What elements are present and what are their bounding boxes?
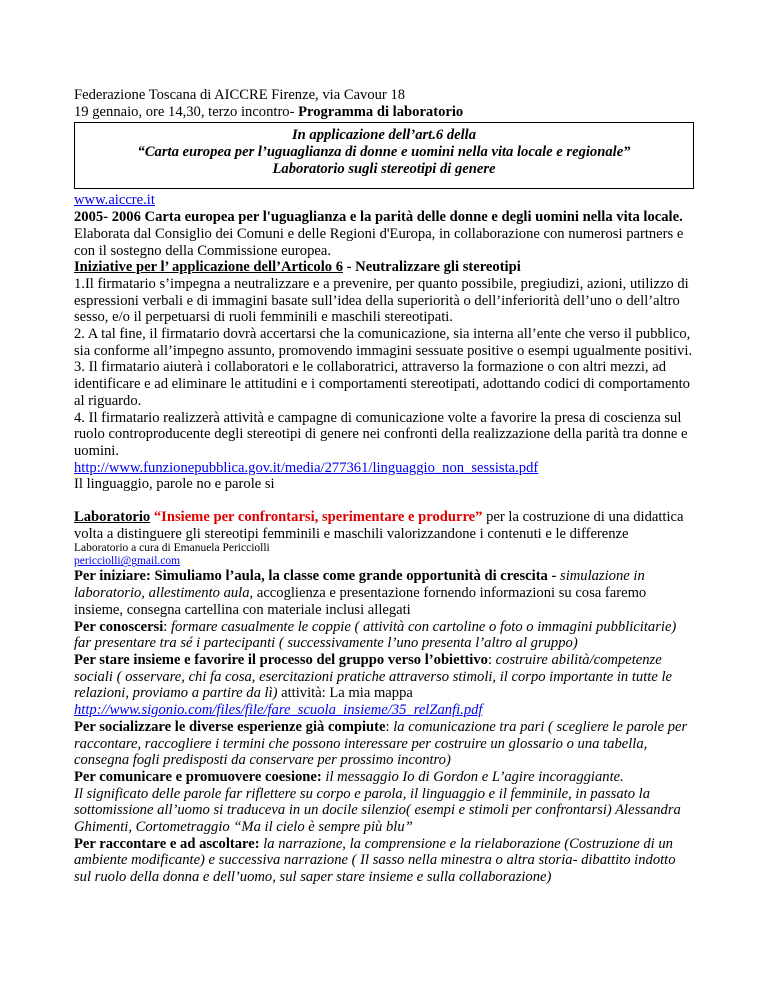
section-stare-insieme-activity: attività: La mia mappa xyxy=(277,685,413,702)
title-box-line-1: In applicazione dell’art.6 della xyxy=(291,127,477,144)
curator-email-link[interactable]: pericciolli@gmail.com xyxy=(74,555,181,568)
lab-title: “Insieme per confrontarsi, sperimentare e produrre” xyxy=(150,509,483,526)
article-6-heading xyxy=(74,259,694,276)
lab-title-paragraph xyxy=(74,509,694,542)
section-socializzare-text: la comunicazione tra pari ( scegliere le parole per raccontare, raccogliere i termini che possono interessare per costruire un glossario o una tabella, consegna fogli predisposti da conservare per prossimo incontro) xyxy=(74,718,688,769)
section-iniziare xyxy=(74,568,694,618)
title-box-line-3: Laboratorio sugli stereotipi di genere xyxy=(272,161,496,178)
section-conoscersi-heading: Per conoscersi xyxy=(74,618,164,635)
section-raccontare xyxy=(74,836,694,886)
title-box xyxy=(74,122,694,189)
linguaggio-pdf-link[interactable]: http://www.funzionepubblica.gov.it/media/277361/linguaggio_non_sessista.pdf xyxy=(74,459,539,476)
aiccre-link[interactable]: www.aiccre.it xyxy=(74,192,155,209)
article-point-3: 3. Il firmatario aiuterà i collaboratori e le collaboratrici, attraverso la formazione o con altri mezzi, ad identificare e ad eliminare le attitudini e i comportamenti stereotipati, adottando codici di comportamento al riguardo. xyxy=(74,359,690,409)
section-conoscersi xyxy=(74,619,694,652)
section-iniziare-heading: Per iniziare: Simuliamo l’aula, la classe come grande opportunità di crescita - xyxy=(74,568,561,585)
section-iniziare-text: accoglienza e presentazione fornendo informazioni su cosa faremo insieme, consegna cartellina con materiale inclusi allegati xyxy=(74,585,647,618)
article-6-underlined: Iniziative per l’ applicazione dell’Articolo 6 xyxy=(74,259,344,276)
lab-curator: Laboratorio a cura di Emanuela Pericciolli xyxy=(74,542,270,555)
article-point-4: 4. Il firmatario realizzerà attività e campagne di comunicazione volte a favorire la presa di coscienza sul ruolo controproducente degli stereotipi di genere nei confronti della realizzazione della parità tra donne e uomini. xyxy=(74,409,688,459)
section-iniziare-italic: simulazione in laboratorio, allestimento aula, xyxy=(74,568,645,602)
article-6-rest: - Neutralizzare gli stereotipi xyxy=(343,259,521,276)
linguaggio-caption: Il linguaggio, parole no e parole si xyxy=(74,476,275,493)
section-comunicare xyxy=(74,769,694,786)
section-conoscersi-colon: : xyxy=(163,618,171,635)
section-stare-insieme-heading: Per stare insieme e favorire il processo del gruppo verso l’obiettivo xyxy=(74,651,488,668)
header-date: 19 gennaio, ore 14,30, terzo incontro- xyxy=(74,103,299,120)
section-stare-insieme-text: costruire abilità/competenze sociali ( osservare, chi fa cosa, esercitazioni pratiche attraverso stimoli, il corpo importante in tutte le relazioni, proviamo a partire da lì) xyxy=(74,651,673,702)
section-raccontare-heading: Per raccontare e ad ascoltare: xyxy=(74,835,260,852)
article-point-2: 2. A tal fine, il firmatario dovrà accertarsi che la comunicazione, sia interna all’ente che verso il pubblico, sia conforme all’impegno assunto, promovendo immagini sessuate positive o esempi ugualmente positivi. xyxy=(74,326,693,359)
lab-word: Laboratorio xyxy=(74,509,151,526)
carta-paragraph xyxy=(74,209,694,259)
section-comunicare-text: il messaggio Io di Gordon e L’agire incoraggiante. xyxy=(321,768,624,785)
section-conoscersi-text: formare casualmente le coppie ( attività con cartoline o foto o immagini pubblicitarie) far presentare tra sé i partecipanti ( successivamente l’uno presenta l’altro al gruppo) xyxy=(74,618,677,652)
carta-title: 2005- 2006 Carta europea per l'uguaglianza e la parità delle donne e degli uomini nella vita locale. xyxy=(74,209,683,226)
article-point-1: 1.Il firmatario s’impegna a neutralizzare e a prevenire, per quanto possibile, pregiudizi, azioni, utilizzo di espressioni verbali e di immagini basate sull’idea della superiorità o dell’inferiorità dell’uno o dell’altro sesso, e/o il perpetuarsi di ruoli femminili e maschili stereotipati. xyxy=(74,275,689,326)
section-raccontare-text: la narrazione, la comprensione e la rielaborazione (Costruzione di un ambiente modificante) e successiva narrazione ( Il sasso nella minestra o altra storia- dibattito indotto sul ruolo della donna e dell’uomo, sul saper stare insieme e sulla collaborazione) xyxy=(74,835,676,886)
carta-description: Elaborata dal Consiglio dei Comuni e delle Regioni d'Europa, in collaborazione con numerosi partners e con il sostegno della Commissione europea. xyxy=(74,225,684,259)
header-program-title: Programma di laboratorio xyxy=(298,103,464,120)
document-page xyxy=(74,87,694,886)
lab-title-rest: per la costruzione di una didattica volta a distinguere gli stereotipi femminili e maschili valorizzandone i contenuti e le differenze xyxy=(74,509,684,542)
section-stare-insieme xyxy=(74,652,694,702)
title-box-line-2: “Carta europea per l’uguaglianza di donne e uomini nella vita locale e regionale” xyxy=(137,144,631,161)
section-socializzare-colon: : xyxy=(385,718,394,735)
section-stare-insieme-colon: : xyxy=(487,651,496,668)
header-line-1: Federazione Toscana di AICCRE Firenze, via Cavour 18 xyxy=(74,87,406,103)
sigonio-pdf-link[interactable]: http://www.sigonio.com/files/file/fare_scuola_insieme/35_relZanfi.pdf xyxy=(74,702,483,719)
section-comunicare-heading: Per comunicare e promuovere coesione: xyxy=(74,768,322,785)
header-line-2 xyxy=(74,104,694,121)
section-socializzare xyxy=(74,719,694,769)
section-significato: Il significato delle parole far riflettere su corpo e parola, il linguaggio e il femminile, in passato la sottomissione all’uomo si traduceva in un docile silenzio( esempi e stimoli per confrontarsi) Alessandra Ghimenti, Cortometraggio “Ma il cielo è sempre più blu” xyxy=(74,785,681,836)
section-socializzare-heading: Per socializzare le diverse esperienze già compiute xyxy=(74,718,386,735)
